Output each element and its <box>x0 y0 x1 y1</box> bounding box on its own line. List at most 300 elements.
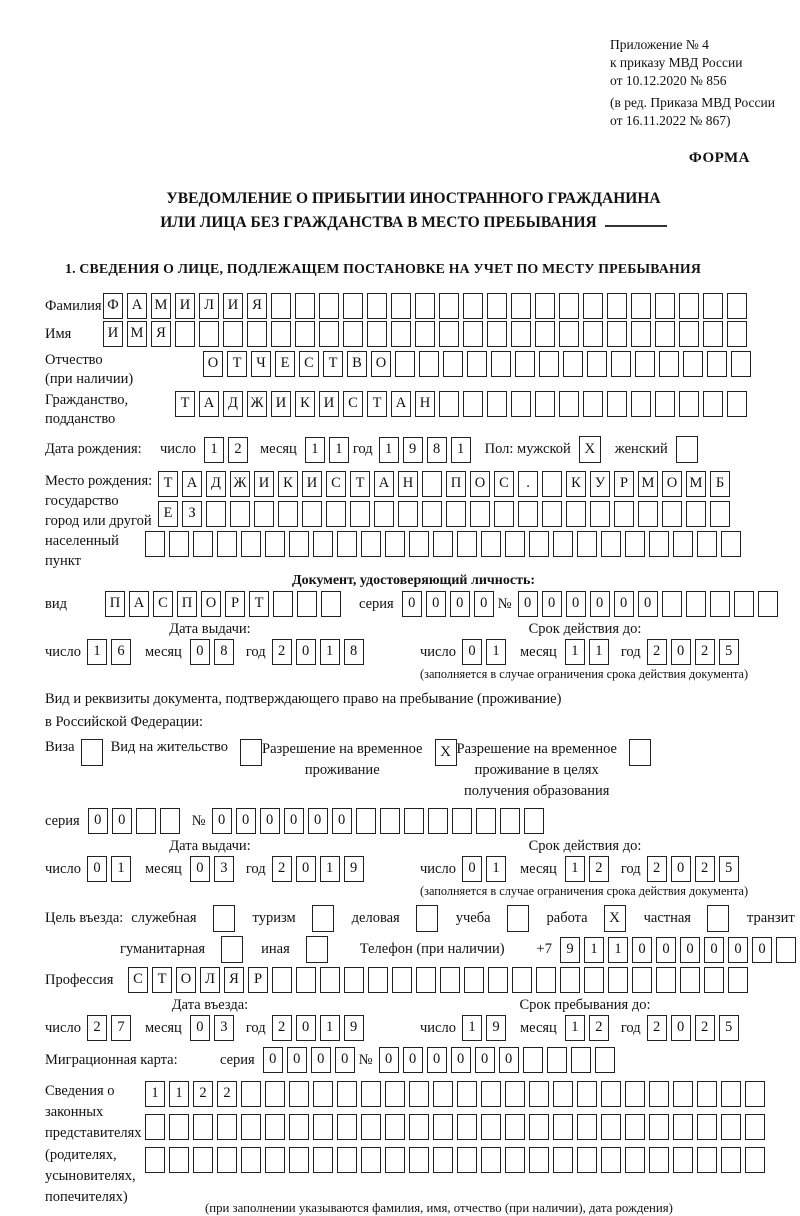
char-box[interactable]: 0 <box>614 591 634 617</box>
char-box[interactable] <box>302 501 322 527</box>
char-box[interactable]: 0 <box>190 856 210 882</box>
char-box[interactable]: 5 <box>719 1015 739 1041</box>
char-box[interactable] <box>313 1114 333 1140</box>
char-box[interactable] <box>727 293 747 319</box>
char-box[interactable] <box>457 531 477 557</box>
char-box[interactable] <box>577 1114 597 1140</box>
char-box[interactable]: 0 <box>671 639 691 665</box>
char-box[interactable] <box>535 321 555 347</box>
char-box[interactable] <box>553 1114 573 1140</box>
char-box[interactable]: 0 <box>426 591 446 617</box>
char-box[interactable] <box>443 351 463 377</box>
char-box[interactable] <box>193 531 213 557</box>
char-box[interactable]: 0 <box>263 1047 283 1073</box>
char-box[interactable]: О <box>662 471 682 497</box>
char-box[interactable]: В <box>347 351 367 377</box>
char-box[interactable]: 1 <box>305 437 325 463</box>
char-box[interactable] <box>649 1081 669 1107</box>
char-box[interactable] <box>655 321 675 347</box>
char-box[interactable]: 0 <box>671 1015 691 1041</box>
char-box[interactable] <box>679 391 699 417</box>
char-box[interactable] <box>409 1081 429 1107</box>
char-box[interactable] <box>505 1081 525 1107</box>
char-box[interactable] <box>289 531 309 557</box>
char-box[interactable] <box>160 808 180 834</box>
char-box[interactable]: М <box>151 293 171 319</box>
char-box[interactable]: 0 <box>474 591 494 617</box>
char-box[interactable]: И <box>103 321 123 347</box>
char-box[interactable] <box>439 321 459 347</box>
char-box[interactable] <box>241 1081 261 1107</box>
char-box[interactable] <box>467 351 487 377</box>
char-box[interactable]: 0 <box>87 856 107 882</box>
char-box[interactable]: 2 <box>647 639 667 665</box>
char-box[interactable] <box>758 591 778 617</box>
char-box[interactable] <box>535 293 555 319</box>
char-box[interactable] <box>367 293 387 319</box>
char-box[interactable] <box>734 591 754 617</box>
char-box[interactable] <box>721 1147 741 1173</box>
char-box[interactable]: А <box>374 471 394 497</box>
sluzhebnaya-checkbox[interactable] <box>213 905 235 932</box>
char-box[interactable]: 0 <box>752 937 772 963</box>
char-box[interactable] <box>584 967 604 993</box>
char-box[interactable]: З <box>182 501 202 527</box>
char-box[interactable] <box>553 1147 573 1173</box>
char-box[interactable]: 0 <box>632 937 652 963</box>
char-box[interactable] <box>721 1114 741 1140</box>
char-box[interactable] <box>679 293 699 319</box>
char-box[interactable]: 1 <box>462 1015 482 1041</box>
char-box[interactable] <box>395 351 415 377</box>
char-box[interactable] <box>686 501 706 527</box>
char-box[interactable]: 9 <box>403 437 423 463</box>
char-box[interactable] <box>428 808 448 834</box>
char-box[interactable] <box>697 1081 717 1107</box>
char-box[interactable] <box>433 1114 453 1140</box>
char-box[interactable]: Т <box>323 351 343 377</box>
char-box[interactable]: Т <box>367 391 387 417</box>
char-box[interactable] <box>488 967 508 993</box>
char-box[interactable] <box>457 1114 477 1140</box>
char-box[interactable]: Я <box>247 293 267 319</box>
char-box[interactable] <box>601 1081 621 1107</box>
char-box[interactable]: Ф <box>103 293 123 319</box>
char-box[interactable] <box>380 808 400 834</box>
char-box[interactable] <box>487 391 507 417</box>
char-box[interactable] <box>272 967 292 993</box>
char-box[interactable] <box>320 967 340 993</box>
char-box[interactable]: 2 <box>193 1081 213 1107</box>
char-box[interactable]: 2 <box>272 856 292 882</box>
delovaya-checkbox[interactable] <box>416 905 438 932</box>
char-box[interactable] <box>536 967 556 993</box>
char-box[interactable]: 6 <box>111 639 131 665</box>
char-box[interactable] <box>313 531 333 557</box>
char-box[interactable]: С <box>494 471 514 497</box>
char-box[interactable]: Л <box>200 967 220 993</box>
char-box[interactable] <box>505 1114 525 1140</box>
char-box[interactable] <box>409 1147 429 1173</box>
char-box[interactable] <box>481 1114 501 1140</box>
char-box[interactable] <box>271 321 291 347</box>
char-box[interactable] <box>217 1114 237 1140</box>
char-box[interactable] <box>590 501 610 527</box>
char-box[interactable] <box>607 321 627 347</box>
char-box[interactable] <box>662 591 682 617</box>
char-box[interactable]: 0 <box>308 808 328 834</box>
char-box[interactable]: А <box>127 293 147 319</box>
char-box[interactable]: 2 <box>589 856 609 882</box>
char-box[interactable]: 8 <box>427 437 447 463</box>
inaya-checkbox[interactable] <box>306 936 328 963</box>
char-box[interactable] <box>422 501 442 527</box>
char-box[interactable]: А <box>129 591 149 617</box>
char-box[interactable]: О <box>371 351 391 377</box>
char-box[interactable]: 0 <box>475 1047 495 1073</box>
char-box[interactable]: П <box>446 471 466 497</box>
char-box[interactable]: 0 <box>335 1047 355 1073</box>
rvp-checkbox[interactable]: X <box>435 739 457 766</box>
char-box[interactable]: 2 <box>272 639 292 665</box>
turizm-checkbox[interactable] <box>312 905 334 932</box>
char-box[interactable] <box>553 1081 573 1107</box>
char-box[interactable]: М <box>686 471 706 497</box>
char-box[interactable] <box>265 1147 285 1173</box>
char-box[interactable] <box>673 1114 693 1140</box>
char-box[interactable] <box>583 391 603 417</box>
char-box[interactable] <box>440 967 460 993</box>
char-box[interactable] <box>199 321 219 347</box>
char-box[interactable] <box>625 1114 645 1140</box>
rvpo-checkbox[interactable] <box>629 739 651 766</box>
char-box[interactable] <box>529 1114 549 1140</box>
char-box[interactable] <box>563 351 583 377</box>
char-box[interactable] <box>745 1147 765 1173</box>
char-box[interactable]: О <box>176 967 196 993</box>
char-box[interactable]: И <box>271 391 291 417</box>
char-box[interactable]: П <box>177 591 197 617</box>
char-box[interactable] <box>241 531 261 557</box>
char-box[interactable] <box>398 501 418 527</box>
char-box[interactable] <box>707 351 727 377</box>
char-box[interactable] <box>583 293 603 319</box>
char-box[interactable] <box>392 967 412 993</box>
char-box[interactable]: 3 <box>214 856 234 882</box>
char-box[interactable]: 1 <box>320 1015 340 1041</box>
char-box[interactable]: 2 <box>87 1015 107 1041</box>
char-box[interactable] <box>265 1081 285 1107</box>
char-box[interactable] <box>539 351 559 377</box>
char-box[interactable] <box>470 501 490 527</box>
char-box[interactable] <box>321 591 341 617</box>
char-box[interactable] <box>491 351 511 377</box>
char-box[interactable] <box>463 293 483 319</box>
char-box[interactable]: Т <box>350 471 370 497</box>
char-box[interactable]: 1 <box>204 437 224 463</box>
char-box[interactable] <box>295 293 315 319</box>
char-box[interactable]: 1 <box>379 437 399 463</box>
char-box[interactable]: 0 <box>379 1047 399 1073</box>
char-box[interactable]: 0 <box>190 639 210 665</box>
char-box[interactable] <box>409 531 429 557</box>
char-box[interactable]: Т <box>175 391 195 417</box>
char-box[interactable]: Я <box>224 967 244 993</box>
char-box[interactable] <box>649 1114 669 1140</box>
char-box[interactable] <box>500 808 520 834</box>
char-box[interactable] <box>518 501 538 527</box>
char-box[interactable]: 0 <box>332 808 352 834</box>
char-box[interactable] <box>169 1147 189 1173</box>
char-box[interactable] <box>601 1114 621 1140</box>
char-box[interactable] <box>230 501 250 527</box>
char-box[interactable]: 8 <box>344 639 364 665</box>
char-box[interactable]: 0 <box>638 591 658 617</box>
char-box[interactable] <box>601 531 621 557</box>
char-box[interactable] <box>632 967 652 993</box>
char-box[interactable] <box>697 531 717 557</box>
char-box[interactable]: 1 <box>169 1081 189 1107</box>
char-box[interactable] <box>595 1047 615 1073</box>
char-box[interactable] <box>278 501 298 527</box>
char-box[interactable] <box>511 321 531 347</box>
char-box[interactable] <box>524 808 544 834</box>
char-box[interactable]: С <box>153 591 173 617</box>
char-box[interactable] <box>673 1147 693 1173</box>
char-box[interactable] <box>512 967 532 993</box>
char-box[interactable] <box>659 351 679 377</box>
char-box[interactable] <box>452 808 472 834</box>
char-box[interactable]: Ж <box>247 391 267 417</box>
char-box[interactable] <box>175 321 195 347</box>
char-box[interactable] <box>296 967 316 993</box>
char-box[interactable]: 9 <box>344 856 364 882</box>
char-box[interactable] <box>686 591 706 617</box>
char-box[interactable]: 0 <box>451 1047 471 1073</box>
char-box[interactable]: 1 <box>145 1081 165 1107</box>
char-box[interactable] <box>529 531 549 557</box>
char-box[interactable] <box>487 321 507 347</box>
char-box[interactable]: У <box>590 471 610 497</box>
char-box[interactable]: 0 <box>656 937 676 963</box>
char-box[interactable] <box>727 321 747 347</box>
char-box[interactable] <box>271 293 291 319</box>
char-box[interactable]: 0 <box>311 1047 331 1073</box>
char-box[interactable] <box>731 351 751 377</box>
char-box[interactable] <box>776 937 796 963</box>
char-box[interactable]: Т <box>227 351 247 377</box>
char-box[interactable] <box>247 321 267 347</box>
char-box[interactable] <box>703 321 723 347</box>
char-box[interactable] <box>583 321 603 347</box>
char-box[interactable] <box>265 531 285 557</box>
char-box[interactable]: М <box>127 321 147 347</box>
char-box[interactable] <box>566 501 586 527</box>
char-box[interactable]: 0 <box>403 1047 423 1073</box>
char-box[interactable] <box>494 501 514 527</box>
char-box[interactable]: 2 <box>647 856 667 882</box>
chastnaya-checkbox[interactable] <box>707 905 729 932</box>
char-box[interactable]: И <box>175 293 195 319</box>
char-box[interactable] <box>481 1147 501 1173</box>
char-box[interactable] <box>529 1081 549 1107</box>
char-box[interactable] <box>416 967 436 993</box>
char-box[interactable]: О <box>203 351 223 377</box>
char-box[interactable] <box>415 293 435 319</box>
char-box[interactable] <box>529 1147 549 1173</box>
char-box[interactable] <box>587 351 607 377</box>
char-box[interactable]: 1 <box>565 639 585 665</box>
char-box[interactable] <box>728 967 748 993</box>
char-box[interactable] <box>631 321 651 347</box>
char-box[interactable]: И <box>223 293 243 319</box>
char-box[interactable]: К <box>295 391 315 417</box>
char-box[interactable]: И <box>254 471 274 497</box>
char-box[interactable] <box>193 1147 213 1173</box>
char-box[interactable]: 0 <box>112 808 132 834</box>
char-box[interactable] <box>662 501 682 527</box>
char-box[interactable] <box>697 1147 717 1173</box>
char-box[interactable]: Н <box>415 391 435 417</box>
char-box[interactable] <box>385 1147 405 1173</box>
char-box[interactable]: 1 <box>87 639 107 665</box>
char-box[interactable]: Е <box>158 501 178 527</box>
char-box[interactable] <box>289 1147 309 1173</box>
char-box[interactable] <box>710 501 730 527</box>
char-box[interactable]: Р <box>225 591 245 617</box>
visa-checkbox[interactable] <box>81 739 103 766</box>
char-box[interactable] <box>625 1081 645 1107</box>
char-box[interactable]: О <box>201 591 221 617</box>
char-box[interactable]: 1 <box>320 639 340 665</box>
char-box[interactable] <box>679 321 699 347</box>
char-box[interactable] <box>463 391 483 417</box>
char-box[interactable] <box>223 321 243 347</box>
char-box[interactable] <box>680 967 700 993</box>
char-box[interactable] <box>710 591 730 617</box>
char-box[interactable] <box>635 351 655 377</box>
char-box[interactable] <box>385 1081 405 1107</box>
char-box[interactable] <box>673 531 693 557</box>
char-box[interactable]: 0 <box>450 591 470 617</box>
char-box[interactable]: Ч <box>251 351 271 377</box>
char-box[interactable]: 1 <box>608 937 628 963</box>
char-box[interactable] <box>607 293 627 319</box>
char-box[interactable]: 1 <box>111 856 131 882</box>
char-box[interactable]: К <box>278 471 298 497</box>
char-box[interactable] <box>145 1114 165 1140</box>
char-box[interactable] <box>415 321 435 347</box>
char-box[interactable] <box>433 1081 453 1107</box>
char-box[interactable] <box>683 351 703 377</box>
char-box[interactable] <box>273 591 293 617</box>
char-box[interactable] <box>655 293 675 319</box>
char-box[interactable]: Б <box>710 471 730 497</box>
char-box[interactable] <box>241 1147 261 1173</box>
char-box[interactable]: 0 <box>728 937 748 963</box>
char-box[interactable]: 1 <box>329 437 349 463</box>
char-box[interactable] <box>206 501 226 527</box>
char-box[interactable] <box>511 391 531 417</box>
char-box[interactable]: 0 <box>260 808 280 834</box>
char-box[interactable] <box>511 293 531 319</box>
char-box[interactable] <box>607 391 627 417</box>
char-box[interactable] <box>297 591 317 617</box>
char-box[interactable] <box>433 1147 453 1173</box>
char-box[interactable]: А <box>182 471 202 497</box>
char-box[interactable]: 0 <box>427 1047 447 1073</box>
char-box[interactable] <box>547 1047 567 1073</box>
char-box[interactable]: 3 <box>214 1015 234 1041</box>
char-box[interactable] <box>727 391 747 417</box>
char-box[interactable] <box>241 1114 261 1140</box>
char-box[interactable]: С <box>299 351 319 377</box>
female-checkbox[interactable] <box>676 436 698 463</box>
char-box[interactable] <box>463 321 483 347</box>
char-box[interactable] <box>385 1114 405 1140</box>
char-box[interactable] <box>457 1147 477 1173</box>
char-box[interactable]: 0 <box>212 808 232 834</box>
char-box[interactable]: 2 <box>695 639 715 665</box>
char-box[interactable] <box>350 501 370 527</box>
char-box[interactable] <box>145 531 165 557</box>
char-box[interactable] <box>515 351 535 377</box>
char-box[interactable] <box>409 1114 429 1140</box>
char-box[interactable]: 0 <box>236 808 256 834</box>
char-box[interactable]: 1 <box>486 856 506 882</box>
char-box[interactable]: 1 <box>565 1015 585 1041</box>
char-box[interactable] <box>439 391 459 417</box>
char-box[interactable] <box>356 808 376 834</box>
char-box[interactable]: 2 <box>647 1015 667 1041</box>
char-box[interactable]: Ж <box>230 471 250 497</box>
char-box[interactable]: 1 <box>320 856 340 882</box>
char-box[interactable] <box>217 1147 237 1173</box>
char-box[interactable] <box>649 1147 669 1173</box>
char-box[interactable] <box>391 293 411 319</box>
char-box[interactable]: 0 <box>518 591 538 617</box>
char-box[interactable] <box>319 321 339 347</box>
char-box[interactable] <box>337 1114 357 1140</box>
char-box[interactable] <box>217 531 237 557</box>
char-box[interactable] <box>422 471 442 497</box>
char-box[interactable] <box>319 293 339 319</box>
char-box[interactable]: Л <box>199 293 219 319</box>
char-box[interactable] <box>368 967 388 993</box>
char-box[interactable]: 0 <box>88 808 108 834</box>
male-checkbox[interactable]: X <box>579 436 601 463</box>
rabota-checkbox[interactable]: X <box>604 905 626 932</box>
char-box[interactable] <box>577 531 597 557</box>
char-box[interactable]: И <box>302 471 322 497</box>
char-box[interactable] <box>631 391 651 417</box>
char-box[interactable] <box>553 531 573 557</box>
char-box[interactable]: 0 <box>499 1047 519 1073</box>
char-box[interactable] <box>745 1114 765 1140</box>
char-box[interactable]: 0 <box>296 639 316 665</box>
char-box[interactable] <box>169 1114 189 1140</box>
char-box[interactable]: К <box>566 471 586 497</box>
char-box[interactable]: 5 <box>719 856 739 882</box>
char-box[interactable]: 2 <box>695 856 715 882</box>
char-box[interactable] <box>559 293 579 319</box>
char-box[interactable]: 2 <box>228 437 248 463</box>
char-box[interactable] <box>721 1081 741 1107</box>
char-box[interactable]: 2 <box>695 1015 715 1041</box>
char-box[interactable]: 1 <box>486 639 506 665</box>
char-box[interactable]: 0 <box>402 591 422 617</box>
char-box[interactable]: С <box>128 967 148 993</box>
